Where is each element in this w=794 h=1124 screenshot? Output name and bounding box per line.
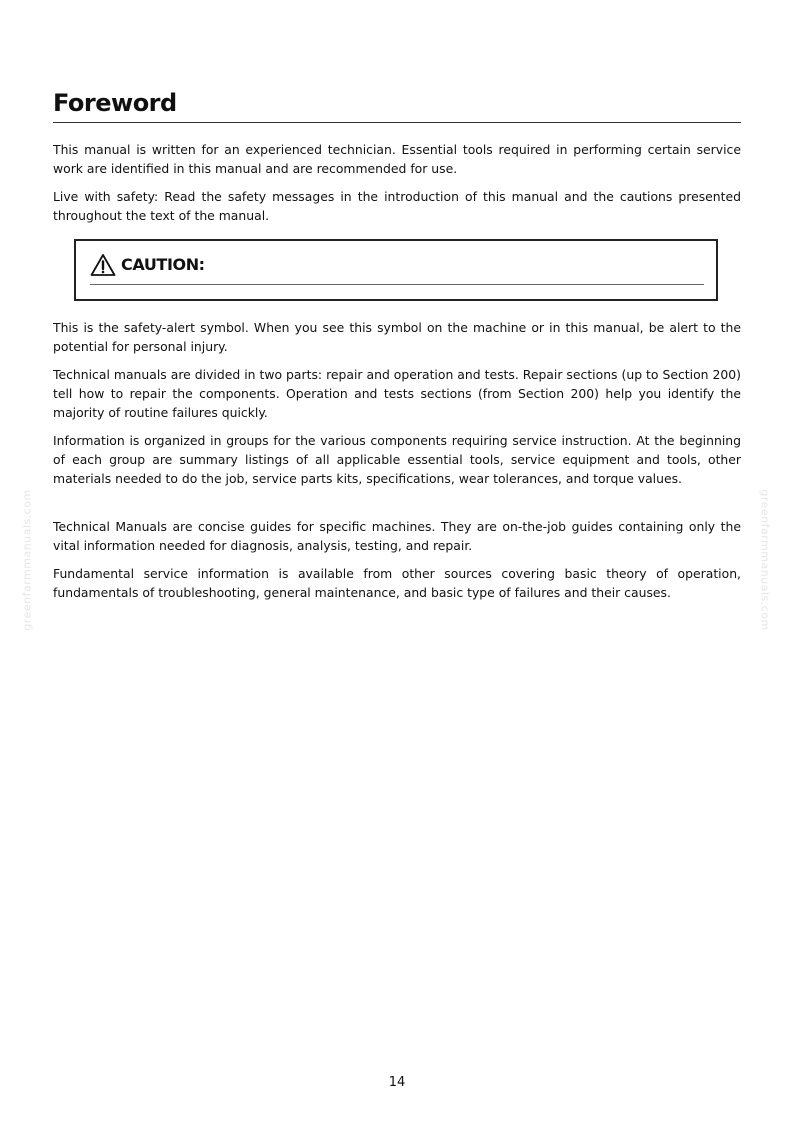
caution-label: CAUTION: — [121, 255, 205, 274]
intro-paragraph: This manual is written for an experienced technician. Essential tools required in performing certain service work are identified in this manual and are recommended for use. — [53, 142, 741, 176]
caution-divider — [90, 284, 704, 285]
fundamentals-paragraph: Fundamental service information is available from other sources covering basic theory of operation, fundamentals of troubleshooting, general maintenance, and basic type of failures and their causes. — [53, 566, 741, 600]
watermark-left: greenfarmmanuals.com — [20, 489, 34, 631]
caution-header — [90, 253, 205, 277]
page-title: Foreword — [53, 86, 741, 123]
safety-paragraph: Live with safety: Read the safety messages in the introduction of this manual and the cautions presented throughout the text of the manual. — [53, 189, 741, 223]
manual-parts-paragraph: Technical manuals are divided in two parts: repair and operation and tests. Repair sections (up to Section 200) tell how to repair the components. Operation and tests sections (from Section 200) help you identify the majority of routine failures quickly. — [53, 367, 741, 420]
watermark-right: greenfarmmanuals.com — [758, 489, 772, 631]
safety-alert-paragraph: This is the safety-alert symbol. When you see this symbol on the machine or in this manual, be alert to the potential for personal injury. — [53, 320, 741, 354]
technical-manuals-paragraph: Technical Manuals are concise guides for specific machines. They are on-the-job guides containing only the vital information needed for diagnosis, analysis, testing, and repair. — [53, 519, 741, 553]
page-number: 14 — [388, 1075, 406, 1090]
warning-triangle-icon — [90, 253, 116, 277]
organization-paragraph: Information is organized in groups for the various components requiring service instruction. At the beginning of each group are summary listings of all applicable essential tools, service equipment and tools, other materials needed to do the job, service parts kits, specifications, wear tolerances, and torque values. — [53, 433, 741, 486]
caution-box — [74, 239, 718, 301]
